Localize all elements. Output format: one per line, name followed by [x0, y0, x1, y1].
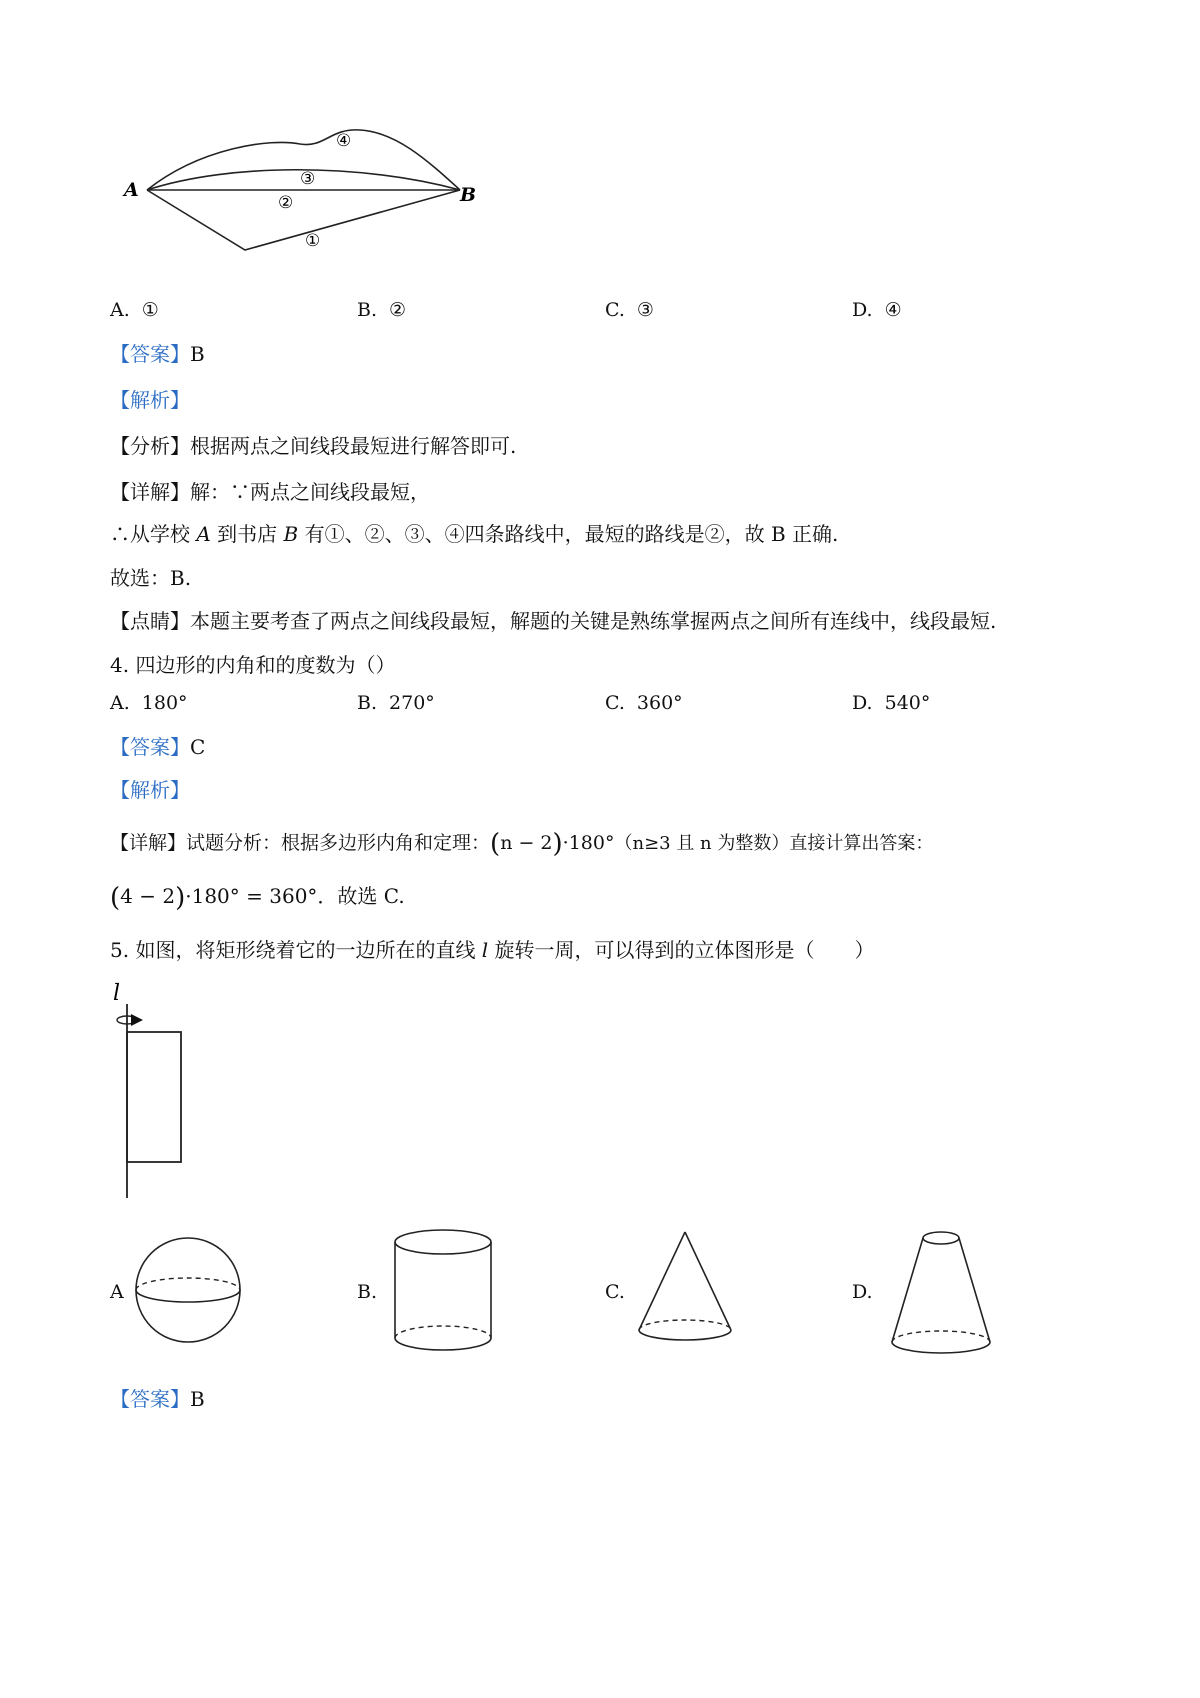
axis-l-label: l [113, 981, 121, 1006]
sphere-shape [132, 1234, 244, 1346]
routes-figure [120, 118, 490, 273]
polygon-angle-formula: (n − 2)·180° [490, 829, 615, 859]
cylinder-shape [390, 1226, 496, 1354]
point-a-label: A [124, 179, 139, 201]
q5-option-a-label: A [110, 1281, 124, 1303]
q3-option-a: A. ① [110, 299, 159, 321]
point-b-label: B [460, 184, 477, 206]
q4-detail: 【详解】试题分析：根据多边形内角和定理：(n − 2)·180°（n≥3 且 n 为整数）直接计算出答案： [110, 829, 934, 859]
q5-stem: 5. 如图，将矩形绕着它的一边所在的直线 l 旋转一周，可以得到的立体图形是（ ） [110, 938, 875, 962]
q5-option-d-label: D. [852, 1281, 873, 1303]
q3-answer: 【答案】B [110, 342, 205, 366]
q4-answer: 【答案】C [110, 735, 206, 759]
route-1-polyline [147, 190, 460, 250]
frustum-shape [886, 1226, 996, 1360]
q3-choice: 故选：B. [110, 566, 192, 590]
q3-detail: 【详解】解：∵两点之间线段最短， [110, 480, 430, 504]
q3-reasoning: ∴从学校 A 到书店 B 有①、②、③、④四条路线中，最短的路线是②，故 B 正确. [110, 522, 839, 546]
q3-fenxi: 【分析】根据两点之间线段最短进行解答即可. [110, 434, 517, 458]
rectangle-rotation-figure [105, 978, 205, 1203]
q4-calculation: (4 − 2)·180° = 360°．故选 C. [110, 883, 405, 913]
q3-analysis-heading: 【解析】 [110, 388, 190, 412]
q4-analysis-heading: 【解析】 [110, 778, 190, 802]
route-2-label: ② [278, 193, 294, 213]
q5-option-b-label: B. [357, 1281, 378, 1303]
route-4-label: ④ [336, 131, 352, 151]
rectangle [127, 1032, 181, 1162]
q3-option-d: D. ④ [852, 299, 902, 321]
q4-option-a: A. 180° [110, 692, 188, 714]
q3-comment: 【点睛】本题主要考查了两点之间线段最短，解题的关键是熟练掌握两点之间所有连线中，线段最短. [110, 609, 997, 633]
q4-option-c: C. 360° [605, 692, 683, 714]
quadrilateral-calc: (4 − 2)·180° = 360° [110, 883, 318, 913]
q3-option-c: C. ③ [605, 299, 654, 321]
q4-stem: 4. 四边形的内角和的度数为（） [110, 653, 396, 677]
q5-answer: 【答案】B [110, 1387, 205, 1411]
q5-option-c-label: C. [605, 1281, 625, 1303]
route-3-label: ③ [300, 169, 316, 189]
q4-option-d: D. 540° [852, 692, 931, 714]
cone-shape [633, 1226, 737, 1350]
q3-option-b: B. ② [357, 299, 407, 321]
route-1-label: ① [305, 231, 321, 251]
rotation-arrow-head [131, 1014, 143, 1026]
q4-option-b: B. 270° [357, 692, 435, 714]
